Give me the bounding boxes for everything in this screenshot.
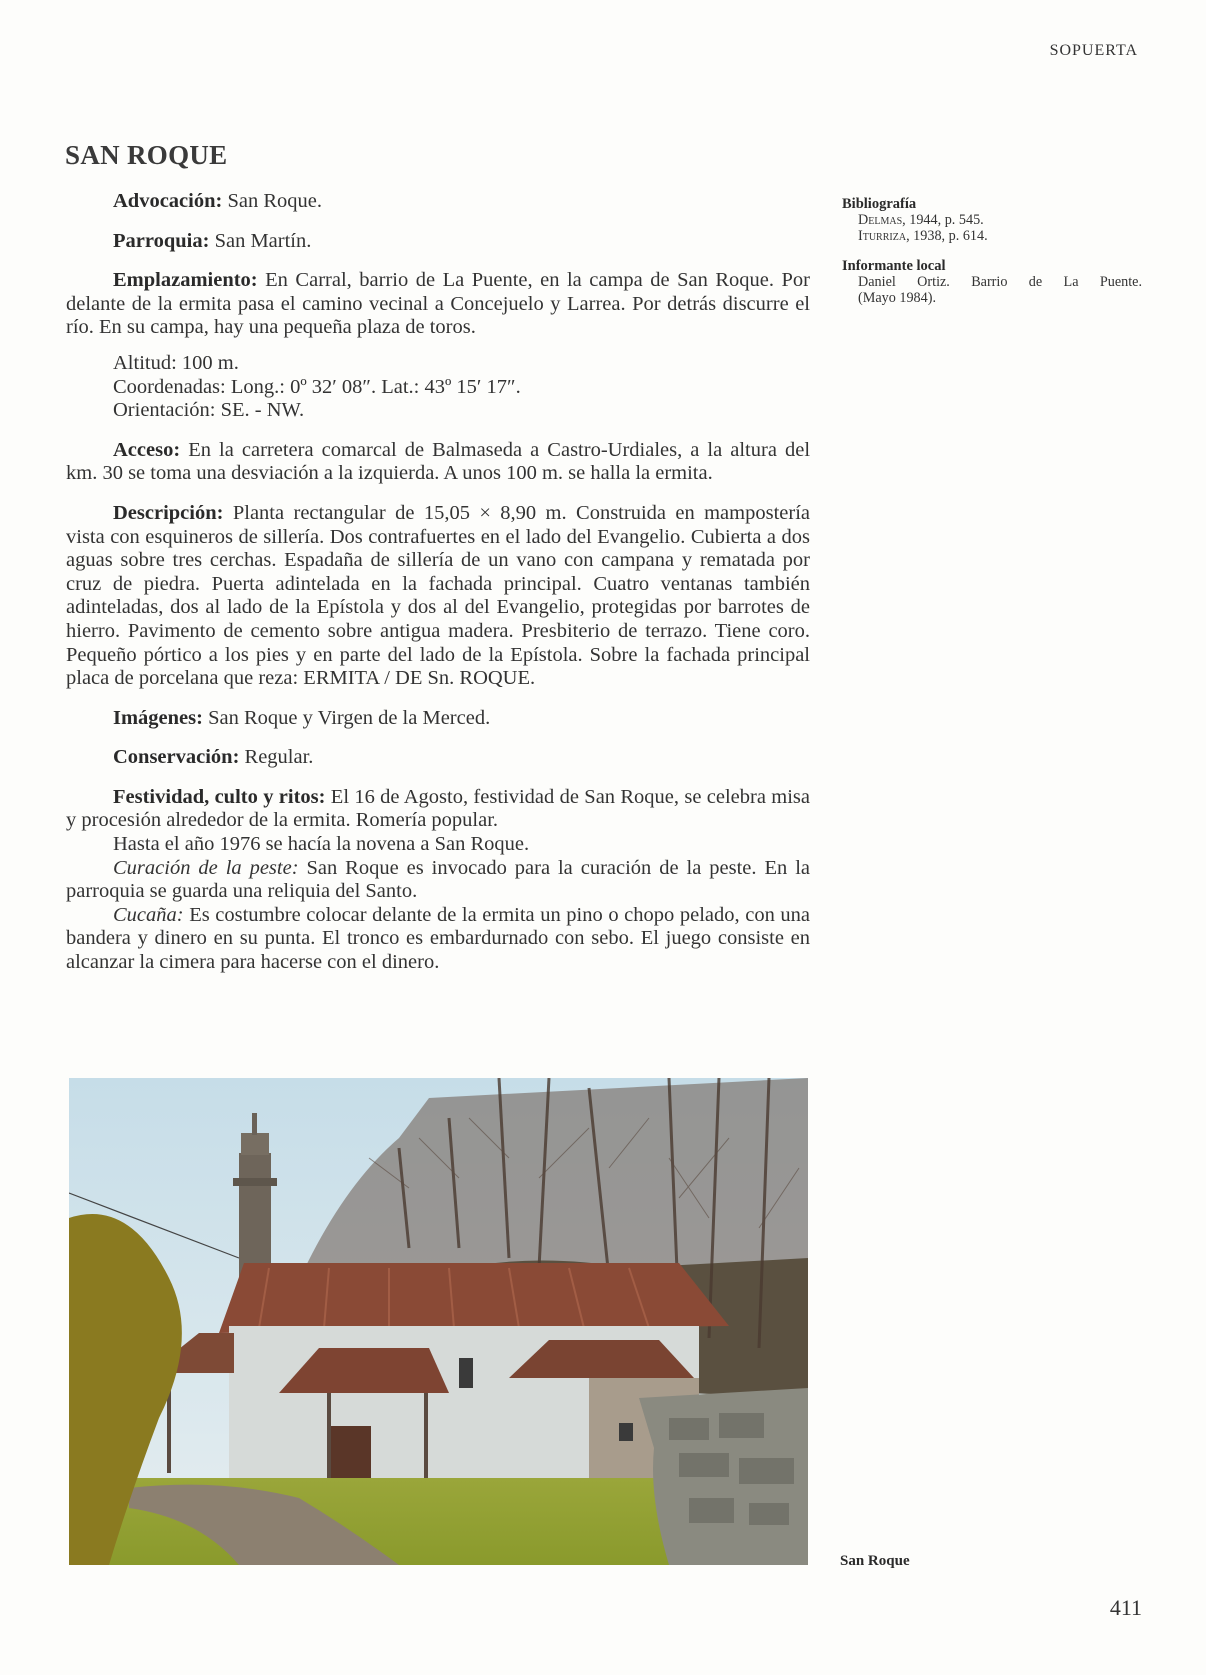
bibliografia-item <box>842 212 1142 228</box>
label-curacion: Curación de la peste: <box>113 856 299 879</box>
text-parroquia: San Martín. <box>214 229 312 252</box>
bibliografia-heading: Bibliografía <box>842 196 917 212</box>
orientacion: Orientación: SE. - NW. <box>113 399 305 422</box>
entry-novena: Hasta el año 1976 se hacía la novena a San Roque. <box>113 833 530 856</box>
coordenadas: Coordenadas: Long.: 0º 32′ 08″. Lat.: 43º 15′ 17″. <box>113 375 521 398</box>
entry-descripcion <box>66 502 810 691</box>
page-number: 411 <box>1109 1595 1142 1620</box>
entry-curacion <box>66 857 810 904</box>
entry-imagenes <box>66 707 810 731</box>
label-cucana: Cucaña: <box>113 903 184 926</box>
bib-ref: , 1944, p. 545. <box>902 212 984 228</box>
entry-advocacion <box>66 190 810 214</box>
entry-conservacion <box>66 746 810 770</box>
text-imagenes: San Roque y Virgen de la Merced. <box>208 706 491 729</box>
bib-ref: , 1938, p. 614. <box>906 228 988 244</box>
text-curacion: San Roque es invocado para la curación de la peste. En la parroquia se guarda una reliquia del Santo. <box>66 856 810 903</box>
photo-caption: San Roque <box>840 1553 910 1569</box>
church-door <box>331 1426 371 1486</box>
church-photo <box>69 1078 808 1565</box>
entry-acceso <box>66 439 810 486</box>
text-advocacion: San Roque. <box>227 190 322 212</box>
bib-author: Delmas <box>858 212 903 228</box>
label-emplazamiento: Emplazamiento: <box>113 269 258 292</box>
label-acceso: Acceso: <box>113 438 181 461</box>
bibliografia-item <box>842 228 1142 244</box>
page-title: SAN ROQUE <box>65 140 228 170</box>
informante-date: (Mayo 1984). <box>858 290 937 306</box>
text-conservacion: Regular. <box>244 746 314 769</box>
text-emplazamiento: En Carral, barrio de La Puente, en la campa de San Roque. Por delante de la ermita pasa el camino vecinal a Concejuelo y Larrea. Por detrás discurre el río. En su campa, hay una pequeña plaza de toros. <box>66 269 810 339</box>
informante-text: Daniel Ortiz. Barrio de La Puente. <box>858 274 1142 290</box>
sidebar <box>842 196 1142 320</box>
entry-festividad <box>66 786 810 833</box>
entry-parroquia <box>66 230 810 254</box>
text-descripcion: Planta rectangular de 15,05 × 8,90 m. Construida en mampostería vista con esquineros de sillería. Dos contrafuertes en el lado del Evangelio. Cubierta a dos aguas sobre tres cerchas. Espadaña de sillería de un vano con campana y rematada por cruz de piedra. Puerta adintelada en la fachada principal. Cuatro ventanas también adinteladas, dos al lado de la Epístola y dos al del Evangelio, protegidas por barrotes de hierro. Pavimento de cemento sobre antigua madera. Presbiterio de terrazo. Tiene coro. Pequeño pórtico a los pies y en parte del lado de la Epístola. Sobre la fachada principal placa de porcelana que reza: ERMITA / DE Sn. ROQUE. <box>66 501 810 690</box>
photo-illustration <box>69 1078 808 1565</box>
bibliografia-section <box>842 196 1142 244</box>
main-text <box>66 190 810 975</box>
text-festividad: El 16 de Agosto, festividad de San Roque, se celebra misa y procesión alrededor de la ermita. Romería popular. <box>66 785 810 832</box>
altitud: Altitud: 100 m. <box>113 351 239 374</box>
bib-author: Iturriza <box>858 228 907 244</box>
entry-cucana <box>66 904 810 975</box>
location-data <box>66 352 810 423</box>
running-head: SOPUERTA <box>1049 42 1138 59</box>
text-acceso: En la carretera comarcal de Balmaseda a Castro-Urdiales, a la altura del km. 30 se toma una desviación a la izquierda. A unos 100 m. se halla la ermita. <box>66 438 811 485</box>
label-imagenes: Imágenes: <box>113 706 203 729</box>
label-parroquia: Parroquia: <box>113 229 210 252</box>
informante-section <box>842 258 1142 306</box>
text-cucana: Es costumbre colocar delante de la ermita un pino o chopo pelado, con una bandera y dinero en su punta. El tronco es embardurnado con sebo. El juego consiste en alcanzar la cimera para hacerse con el dinero. <box>66 903 810 974</box>
label-conservacion: Conservación: <box>113 746 240 769</box>
informante-heading: Informante local <box>842 258 946 274</box>
label-festividad: Festividad, culto y ritos: <box>113 785 326 808</box>
label-advocacion: Advocación: <box>113 190 223 212</box>
main-roof <box>219 1263 729 1333</box>
label-descripcion: Descripción: <box>113 501 224 524</box>
entry-emplazamiento <box>66 269 810 340</box>
